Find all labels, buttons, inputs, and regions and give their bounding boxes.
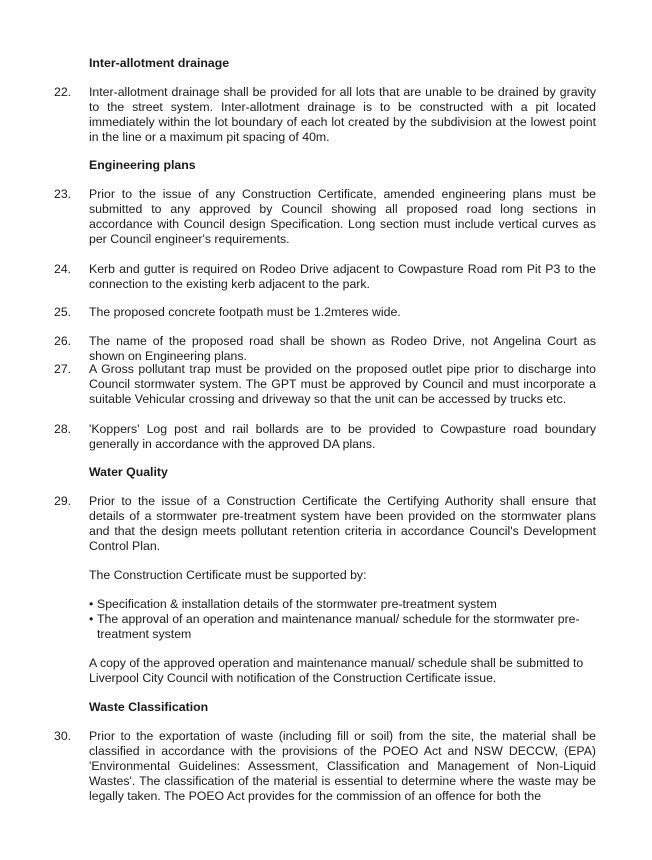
condition-number-23: 23. [54,187,72,201]
condition-text-23: Prior to the issue of any Construction Certificate, amended engineering plans must be submitted to any approved by Council showing all proposed road long sections in accordance with Council design Specification. Long section must include vertical curves as per Council engineer's requirements. [89,187,596,246]
bullet-icon: • [89,612,94,626]
condition-number-27: 27. [54,362,72,376]
condition-text-25: The proposed concrete footpath must be 1.2mteres wide. [89,305,401,319]
condition-text-27: A Gross pollutant trap must be provided on the proposed outlet pipe prior to discharge into Council stormwater system. The GPT must be approved by Council and must incorporate a suitable Vehicular crossing and driveway so that the unit can be accessed by trucks etc. [89,362,596,406]
heading-waste-classification: Waste Classification [89,700,209,714]
list-item-text: The approval of an operation and maintenance manual/ schedule for the stormwater pre-treatment system [97,612,580,641]
condition-text-30: Prior to the exportation of waste (including fill or soil) from the site, the material shall be classified in accordance with the provisions of the POEO Act and NSW DECCW, (EPA) 'Environmental Guidelines: Assessment, Classification and Management of Non-Liquid Wastes'. The classification of the material is essential to determine where the waste may be legally taken. The POEO Act provides for the commission of an offence for both the [89,729,596,803]
supported-by-text: The Construction Certificate must be supported by: [89,568,367,582]
list-item [89,612,596,642]
condition-number-29: 29. [54,494,72,508]
condition-text-28: 'Koppers' Log post and rail bollards are to be provided to Cowpasture road boundary generally in accordance with the approved DA plans. [89,422,596,451]
list-item-text: Specification & installation details of the stormwater pre-treatment system [97,597,497,611]
requirements-list [89,597,596,642]
copy-note-text: A copy of the approved operation and maintenance manual/ schedule shall be submitted to Liverpool City Council with notification of the Construction Certificate issue. [89,656,584,685]
list-item [89,597,596,612]
condition-text-26: The name of the proposed road shall be shown as Rodeo Drive, not Angelina Court as shown on Engineering plans. [89,334,596,363]
condition-number-30: 30. [54,729,72,743]
condition-number-25: 25. [54,305,72,319]
condition-text-29: Prior to the issue of a Construction Certificate the Certifying Authority shall ensure that details of a stormwater pre-treatment system have been provided on the stormwater plans and that the design meets pollutant retention criteria in accordance Council's Development Control Plan. [89,494,596,553]
condition-number-24: 24. [54,262,72,276]
heading-engineering-plans: Engineering plans [89,158,196,172]
condition-text-22: Inter-allotment drainage shall be provided for all lots that are unable to be drained by gravity to the street system. Inter-allotment drainage is to be constructed with a pit located immediately within the lot boundary of each lot created by the subdivision at the lowest point in the line or a maximum pit spacing of 40m. [89,85,596,144]
condition-number-26: 26. [54,334,72,348]
condition-number-22: 22. [54,85,72,99]
condition-number-28: 28. [54,422,72,436]
heading-water-quality: Water Quality [89,465,168,479]
heading-inter-allotment-drainage: Inter-allotment drainage [89,56,230,70]
condition-text-24: Kerb and gutter is required on Rodeo Drive adjacent to Cowpasture Road rom Pit P3 to the connection to the existing kerb adjacent to the park. [89,262,596,291]
bullet-icon: • [89,597,94,611]
